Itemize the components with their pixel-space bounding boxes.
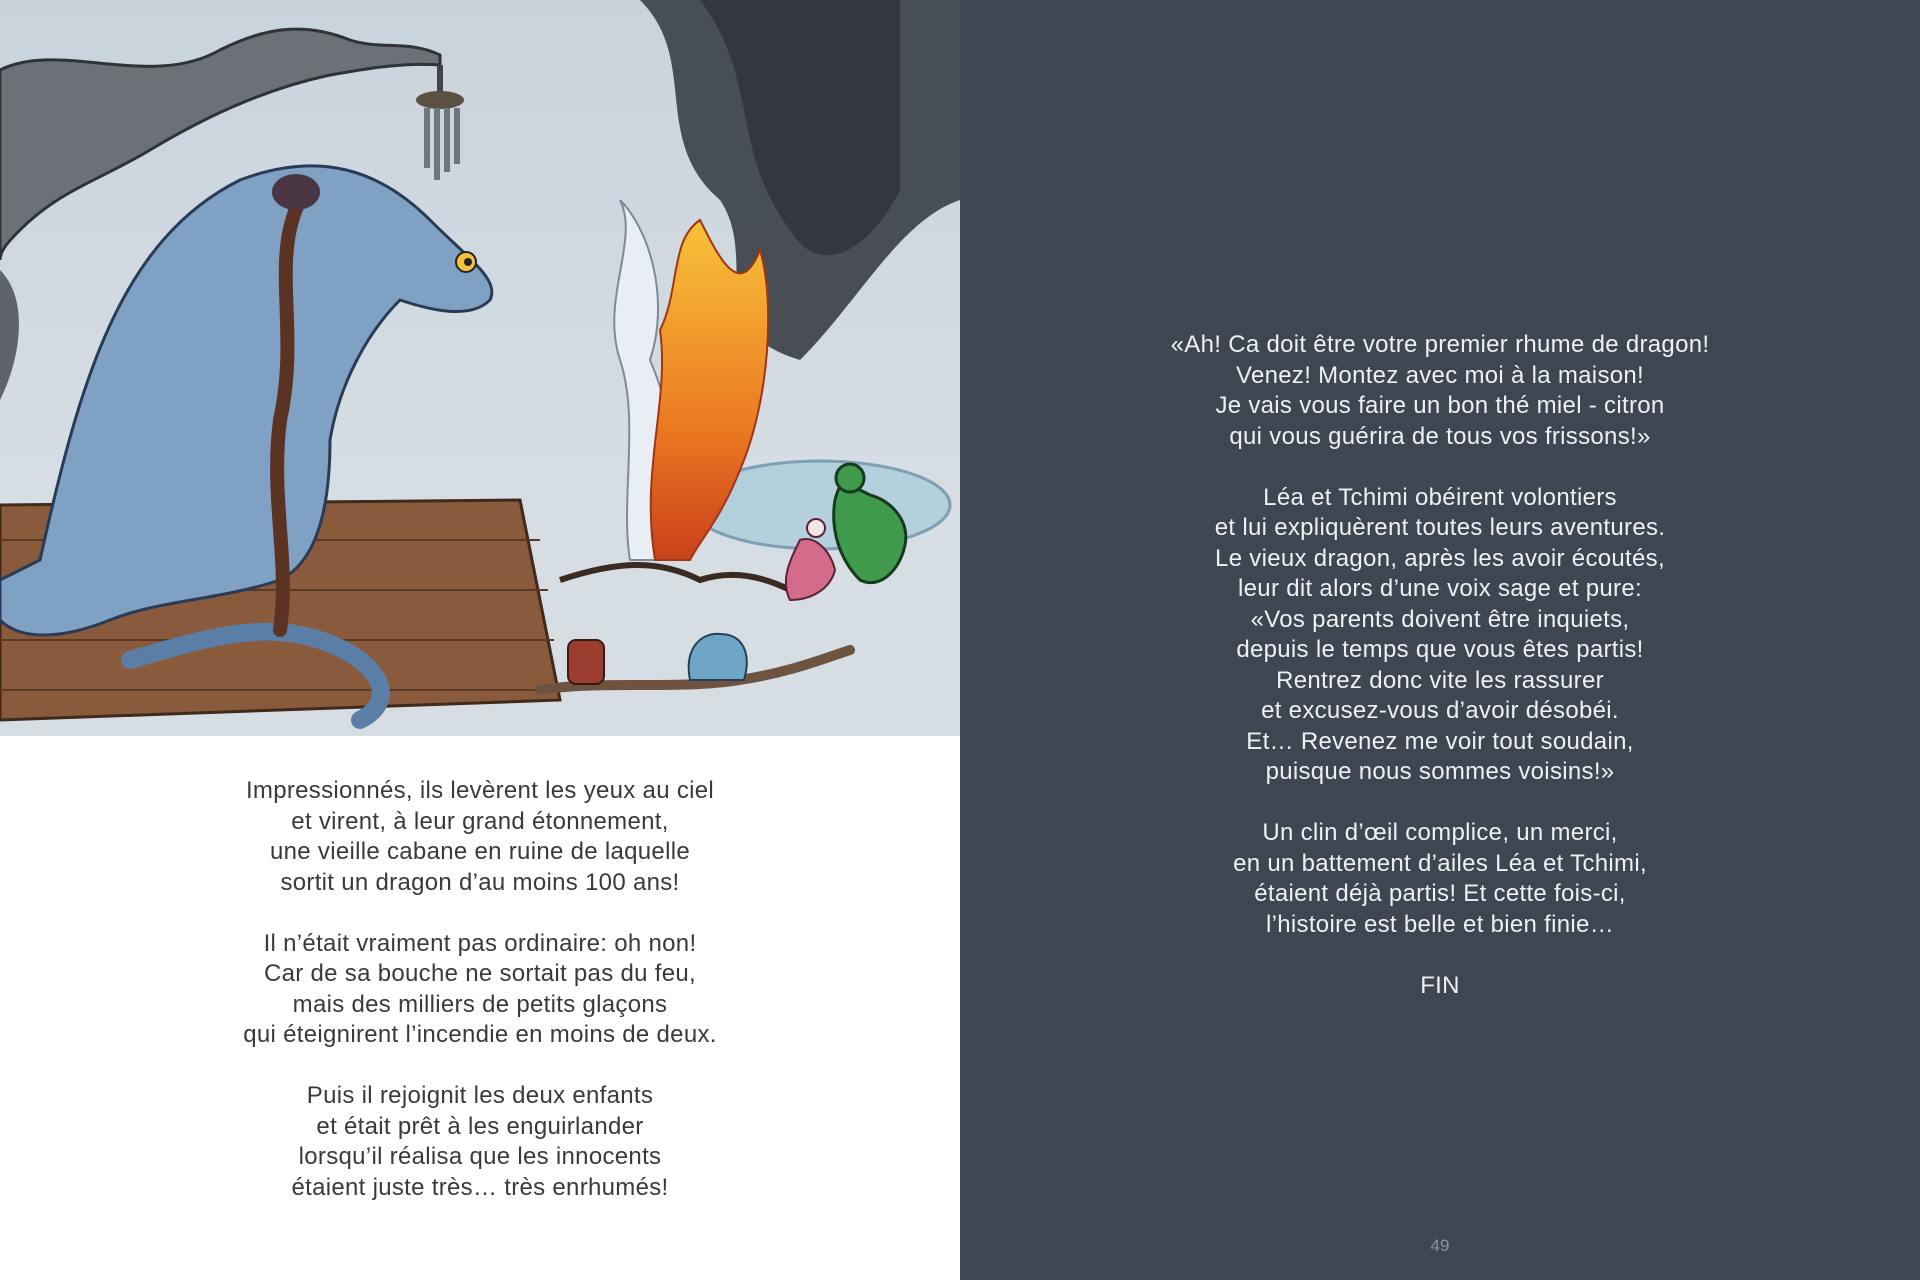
poem-line: en un battement d’ailes Léa et Tchimi, bbox=[1233, 849, 1647, 877]
poem-line: puisque nous sommes voisins!» bbox=[1265, 758, 1615, 785]
chime-bar bbox=[454, 108, 460, 164]
poem-line: «Ah! Ca doit être votre premier rhume de dragon! bbox=[1170, 331, 1710, 358]
poem-line: lorsqu’il réalisa que les innocents bbox=[298, 1143, 662, 1170]
chime-bar bbox=[424, 108, 430, 168]
left-stanza-3 bbox=[0, 1081, 960, 1203]
poem-line: et lui expliquèrent toutes leurs aventures. bbox=[1214, 514, 1666, 541]
poem-line: Il n’était vraiment pas ordinaire: oh non! bbox=[263, 929, 697, 957]
poem-line: et excusez-vous d’avoir désobéi. bbox=[1261, 697, 1619, 724]
poem-line: Puis il rejoignit les deux enfants bbox=[306, 1082, 654, 1109]
poem-line: mais des milliers de petits glaçons bbox=[292, 990, 668, 1018]
red-candle bbox=[568, 640, 604, 684]
poem-line: et virent, à leur grand étonnement, bbox=[291, 807, 669, 835]
left-stanza-1 bbox=[0, 776, 960, 898]
right-stanza-1 bbox=[960, 330, 1920, 452]
left-poem bbox=[0, 776, 960, 1234]
poem-line: leur dit alors d’une voix sage et pure: bbox=[1238, 575, 1642, 602]
poem-line: depuis le temps que vous êtes partis! bbox=[1236, 636, 1644, 663]
poem-line: «Vos parents doivent être inquiets, bbox=[1250, 605, 1630, 633]
poem-line: Impressionnés, ils levèrent les yeux au ciel bbox=[245, 777, 715, 804]
staff-gem bbox=[272, 174, 320, 210]
left-stanza-2 bbox=[0, 929, 960, 1051]
girl-head bbox=[807, 519, 825, 537]
wind-chime-top bbox=[416, 91, 464, 109]
watercolor-scene bbox=[0, 0, 960, 738]
fin-label: FIN bbox=[1420, 971, 1460, 999]
poem-line: étaient juste très… très enrhumés! bbox=[291, 1173, 669, 1201]
right-stanza-2 bbox=[960, 483, 1920, 788]
right-stanza-3 bbox=[960, 818, 1920, 940]
poem-line: qui éteignirent l’incendie en moins de deux. bbox=[243, 1021, 717, 1048]
poem-line: Et… Revenez me voir tout soudain, bbox=[1246, 727, 1634, 755]
chime-bar bbox=[434, 108, 440, 180]
dragon-illustration bbox=[0, 0, 960, 738]
poem-line: Car de sa bouche ne sortait pas du feu, bbox=[264, 960, 696, 987]
poem-line: et était prêt à les enguirlander bbox=[316, 1112, 644, 1140]
poem-line: sortit un dragon d’au moins 100 ans! bbox=[280, 868, 680, 896]
poem-line: étaient déjà partis! Et cette fois-ci, bbox=[1254, 880, 1626, 907]
chime-bar bbox=[444, 108, 450, 172]
poem-line: Je vais vous faire un bon thé miel - citron bbox=[1215, 392, 1665, 419]
page-number: 49 bbox=[1430, 1236, 1450, 1255]
poem-line: Un clin d’œil complice, un merci, bbox=[1262, 819, 1618, 846]
poem-line: Venez! Montez avec moi à la maison! bbox=[1235, 361, 1645, 389]
poem-line: Léa et Tchimi obéirent volontiers bbox=[1263, 483, 1617, 511]
right-page bbox=[960, 0, 1920, 1280]
dragon-pupil bbox=[464, 258, 472, 266]
right-poem bbox=[960, 330, 1920, 1032]
chime-string bbox=[437, 65, 443, 95]
poem-line: l’histoire est belle et bien finie… bbox=[1265, 910, 1614, 938]
green-dragon-head bbox=[836, 464, 864, 492]
poem-line: une vieille cabane en ruine de laquelle bbox=[269, 838, 690, 865]
poem-line: qui vous guérira de tous vos frissons!» bbox=[1229, 422, 1651, 450]
the-end bbox=[960, 971, 1920, 1002]
poem-line: Rentrez donc vite les rassurer bbox=[1276, 666, 1604, 694]
illustration-edge bbox=[0, 736, 960, 738]
poem-line: Le vieux dragon, après les avoir écoutés, bbox=[1215, 544, 1665, 572]
